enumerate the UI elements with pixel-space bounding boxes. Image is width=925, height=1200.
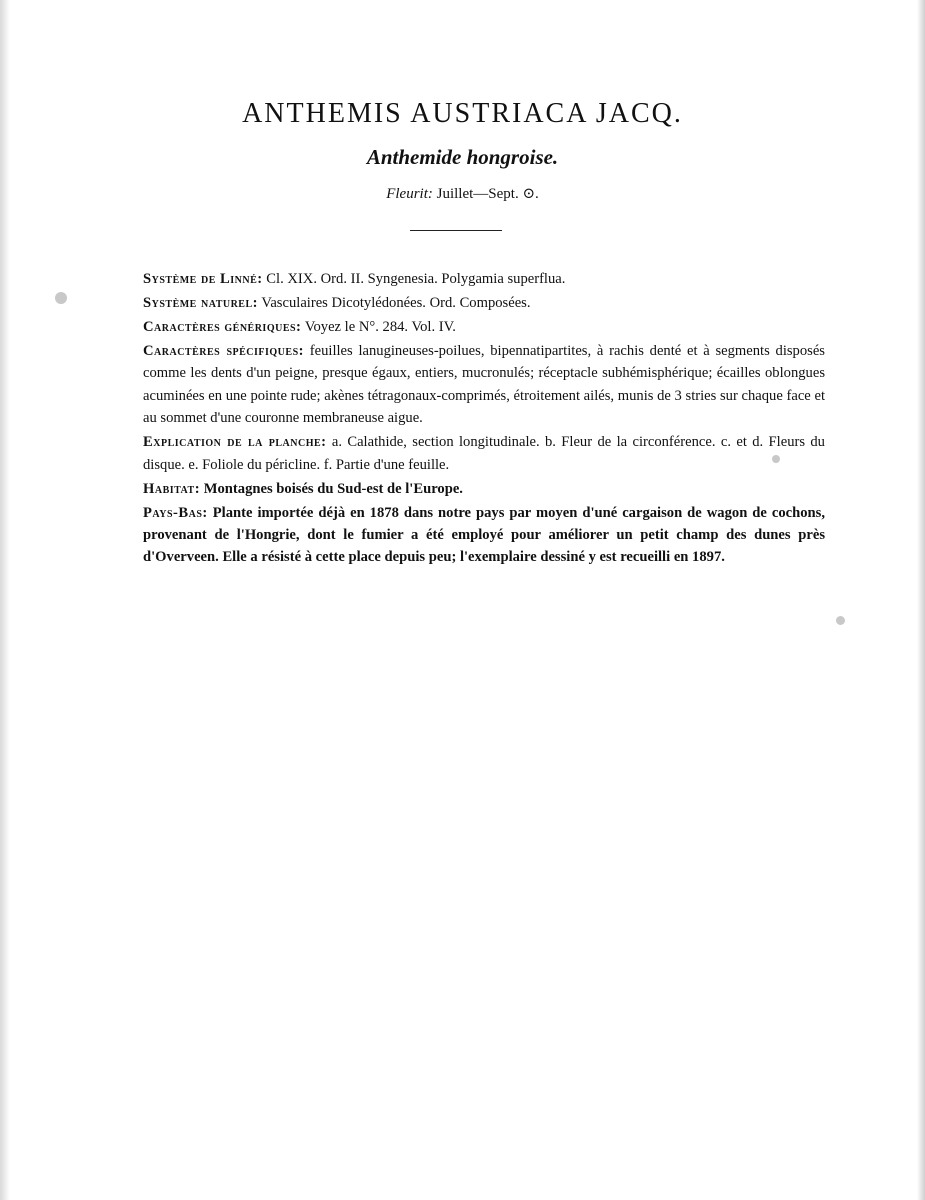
section-heading: Caractères génériques:	[143, 319, 302, 335]
section-text: feuilles lanugineuses-poilues, bipennatipartites, à rachis denté et à segments disposés comme les dents d'un peigne, presque égaux, entiers, mucronulés; réceptacle subhémisphérique; écailles oblongues acuminées en une pointe rude; akènes tétragonaux-comprimés, étroitement ailés, munis de 3 stries sur chaque face et au sommet d'une couronne membraneuse aigue.	[143, 343, 825, 427]
species-title: ANTHEMIS AUSTRIACA JACQ.	[242, 98, 683, 129]
section-text: Plante importée déjà en 1878 dans notre pays par moyen d'uné cargaison de wagon de cochons, provenant de l'Hongrie, dont le fumier a été employé pour améliorer un petit champ des dunes près d'Overveen. Elle a résisté à cette place depuis peu; l'exemplaire dessiné y est recueilli en 1897.	[143, 504, 825, 566]
section-explication-planche	[143, 431, 825, 476]
section-systeme-naturel	[143, 292, 825, 314]
section-text: a. Calathide, section longitudinale. b. Fleur de la circonférence. c. et d. Fleurs du disque. e. Foliole du péricline. f. Partie d'une feuille.	[143, 434, 825, 473]
description-body	[143, 268, 825, 570]
page-edge-shadow-left	[0, 0, 10, 1200]
paper-blemish	[55, 292, 67, 304]
page-edge-shadow-right	[917, 0, 925, 1200]
section-text: Montagnes boisés du Sud-est de l'Europe.	[203, 480, 463, 497]
section-habitat	[143, 478, 825, 500]
section-pays-bas	[143, 502, 825, 569]
flowering-value: Juillet—Sept. ⊙.	[436, 186, 539, 202]
title-divider	[410, 230, 502, 231]
section-text: Cl. XIX. Ord. II. Syngenesia. Polygamia superflua.	[266, 271, 566, 287]
section-heading: Caractères spécifiques:	[143, 343, 304, 359]
common-name-subtitle: Anthemide hongroise.	[366, 145, 559, 169]
section-heading: Habitat:	[143, 480, 201, 497]
section-text: Vasculaires Dicotylédonées. Ord. Composées.	[261, 295, 531, 311]
section-heading: Système naturel:	[143, 295, 259, 311]
section-caracteres-specifiques	[143, 340, 825, 430]
section-linne	[143, 268, 825, 290]
section-heading: Pays-Bas:	[143, 504, 208, 521]
paper-blemish	[836, 616, 845, 625]
paper-blemish	[772, 455, 780, 463]
flowering-label: Fleurit:	[386, 186, 433, 202]
section-text: Voyez le N°. 284. Vol. IV.	[304, 319, 456, 335]
section-caracteres-generiques	[143, 316, 825, 338]
section-heading: Système de Linné:	[143, 271, 263, 287]
section-heading: Explication de la planche:	[143, 434, 327, 451]
flowering-period	[0, 184, 925, 203]
